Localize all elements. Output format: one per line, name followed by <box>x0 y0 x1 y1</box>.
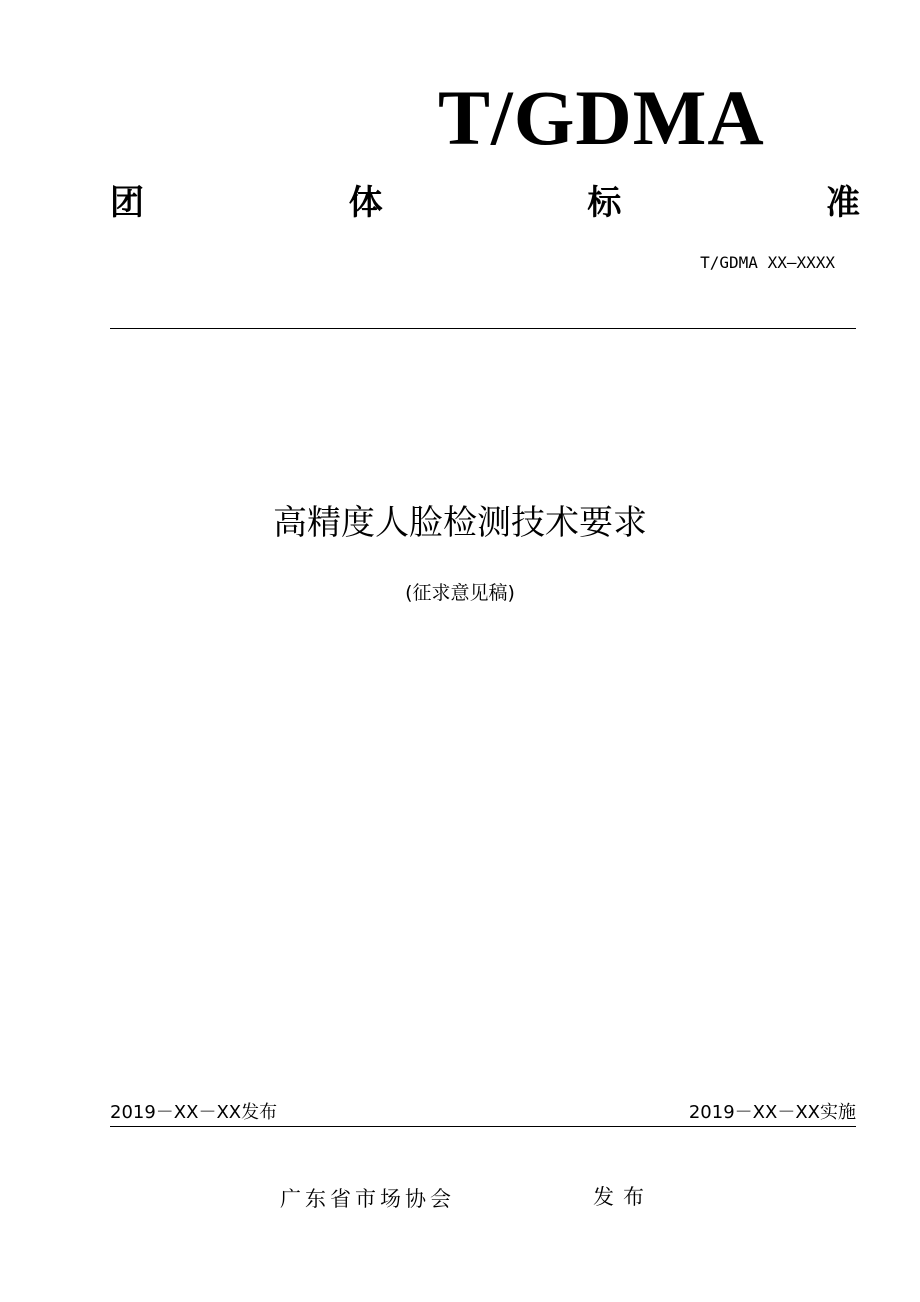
publish-date: 2019－XX－XX发布 <box>110 1102 278 1123</box>
standard-type-char: 体 <box>348 183 383 223</box>
document-title: 高精度人脸检测技术要求 <box>273 503 647 543</box>
draft-status: (征求意见稿) <box>405 582 515 604</box>
header-divider <box>110 328 856 329</box>
publisher-line <box>280 1182 680 1216</box>
publisher-name: 广东省市场协会 <box>280 1187 455 1211</box>
publish-action: 发布 <box>593 1185 653 1209</box>
standard-type-char: 团 <box>110 183 144 223</box>
standard-type-heading <box>110 180 860 226</box>
effective-date: 2019－XX－XX实施 <box>688 1102 856 1123</box>
standard-type-char: 标 <box>587 183 622 223</box>
standard-code: T/GDMA XX—XXXX <box>700 253 835 272</box>
standard-type-char: 准 <box>825 183 860 223</box>
footer-divider <box>110 1126 856 1127</box>
standard-logo-text: T/GDMA <box>438 74 765 161</box>
